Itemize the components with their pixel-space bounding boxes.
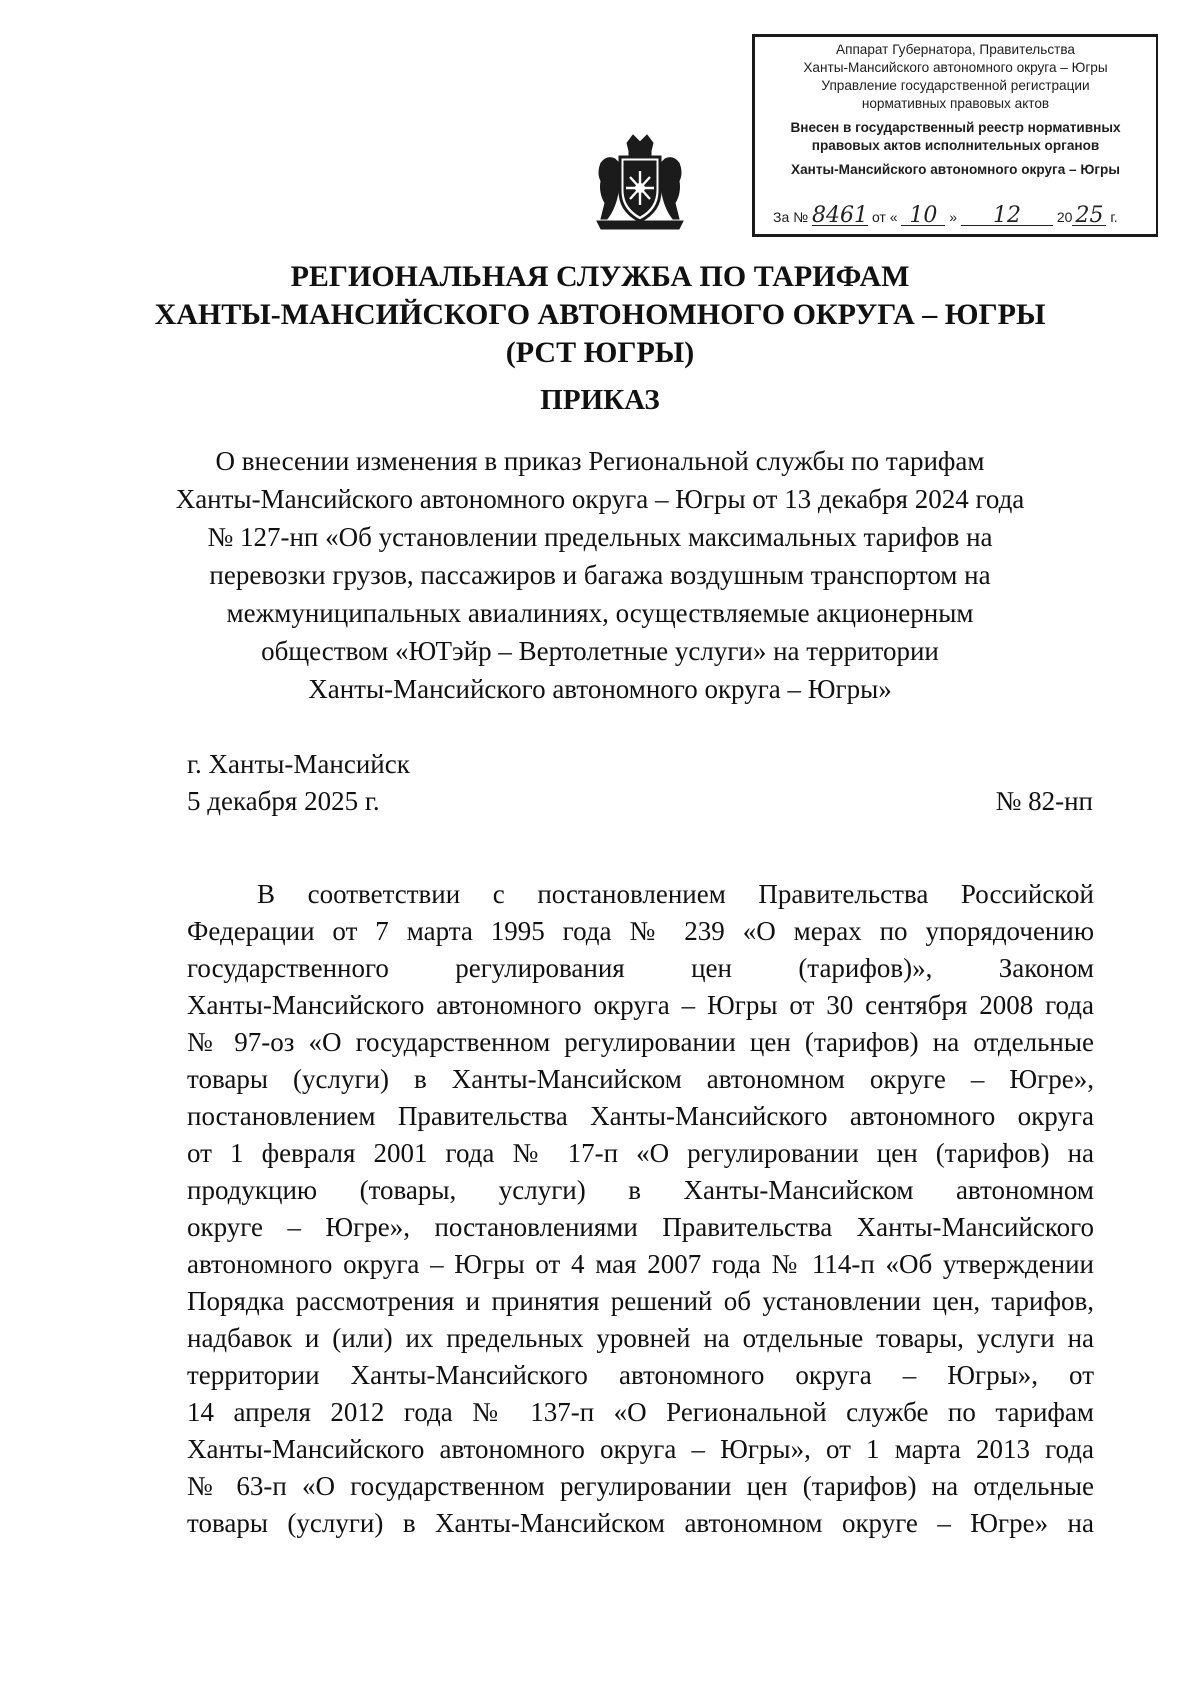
body-line: товары (услуги) в Ханты-Мансийском автономном округе – Югре» на [187, 1508, 1094, 1538]
body-line: В соответствии с постановлением Правительства Российской [257, 879, 1094, 909]
subject-line: межмуниципальных авиалиниях, осуществляемые акционерным [226, 598, 974, 628]
stamp-g-label: г. [1110, 209, 1118, 225]
stamp-day: 10 [901, 207, 945, 226]
body-line: № 63-п «О государственном регулировании цен (тарифов) на отдельные [187, 1471, 1094, 1501]
stamp-line-1: Аппарат Губернатора, Правительства [836, 42, 1075, 57]
stamp-za-label: За № [773, 209, 809, 225]
subject-line: № 127-нп «Об установлении предельных максимальных тарифов на [207, 522, 993, 552]
issue-date: 5 декабря 2025 г. [187, 786, 380, 816]
subject-line: обществом «ЮТэйр – Вертолетные услуги» на территории [261, 636, 939, 666]
stamp-line-4: нормативных правовых актов [861, 96, 1050, 111]
body-line: Порядка рассмотрения и принятия решений об установлении цен, тарифов, [187, 1286, 1094, 1316]
subject-line: перевозки грузов, пассажиров и багажа воздушным транспортом на [209, 560, 991, 590]
body-line: продукцию (товары, услуги) в Ханты-Мансийском автономном [187, 1175, 1094, 1205]
stamp-line-7: Ханты-Мансийского автономного округа – Югры [791, 162, 1120, 177]
body-line: от 1 февраля 2001 года № 17-п «О регулировании цен (тарифов) на [187, 1138, 1094, 1168]
place-of-issue: г. Ханты-Мансийск [187, 749, 410, 779]
order-subject [150, 442, 1050, 708]
stamp-line-5: Внесен в государственный реестр нормативных [790, 120, 1121, 135]
body-line: надбавок и (или) их предельных уровней на отдельные товары, услуги на [187, 1323, 1094, 1353]
body-line: постановлением Правительства Ханты-Мансийского автономного округа [187, 1101, 1094, 1131]
body-line: Ханты-Мансийского автономного округа – Югры от 30 сентября 2008 года [187, 990, 1094, 1020]
issuer-line-2: ХАНТЫ-МАНСИЙСКОГО АВТОНОМНОГО ОКРУГА – ЮГРЫ [154, 298, 1046, 331]
stamp-line-3: Управление государственной регистрации [821, 78, 1090, 93]
document-type-title: ПРИКАЗ [540, 384, 660, 416]
subject-line: Ханты-Мансийского автономного округа – Югры» [308, 674, 892, 704]
body-line: товары (услуги) в Ханты-Мансийском автономном округе – Югре», [187, 1064, 1094, 1094]
body-line: автономного округа – Югры от 4 мая 2007 года № 114-п «Об утверждении [187, 1249, 1094, 1279]
body-line: Ханты-Мансийского автономного округа – Югры», от 1 марта 2013 года [187, 1434, 1094, 1464]
stamp-year-suffix: 25 [1072, 207, 1106, 226]
stamp-year-prefix: 20 [1056, 209, 1073, 225]
stamp-month: 12 [961, 207, 1053, 226]
stamp-reg-number: 8461 [812, 203, 869, 228]
stamp-line-6: правовых актов исполнительных органов [811, 138, 1100, 153]
coat-of-arms-icon [593, 133, 687, 233]
stamp-ot-label: от « [871, 209, 898, 225]
body-line: государственного регулирования цен (тарифов)», Законом [187, 953, 1094, 983]
order-number: № 82-нп [995, 786, 1093, 816]
body-line: Федерации от 7 марта 1995 года № 239 «О мерах по упорядочению [187, 916, 1094, 946]
stamp-quote-close: » [949, 209, 958, 225]
subject-line: Ханты-Мансийского автономного округа – Югры от 13 декабря 2024 года [175, 484, 1025, 514]
subject-line: О внесении изменения в приказ Региональной службы по тарифам [215, 446, 985, 476]
order-body [187, 876, 1094, 1542]
body-line: округе – Югре», постановлениями Правительства Ханты-Мансийского [187, 1212, 1094, 1242]
registration-stamp [752, 34, 1158, 237]
body-line: 14 апреля 2012 года № 137-п «О Региональной службе по тарифам [187, 1397, 1094, 1427]
body-line: № 97-оз «О государственном регулировании цен (тарифов) на отдельные [187, 1027, 1094, 1057]
issuer-header [130, 258, 1070, 372]
stamp-registration-line [773, 203, 1153, 233]
issuer-line-3: (РСТ ЮГРЫ) [505, 336, 695, 369]
stamp-line-2: Ханты-Мансийского автономного округа – Югры [803, 60, 1108, 75]
body-line: территории Ханты-Мансийского автономного округа – Югры», от [187, 1360, 1094, 1390]
issuer-line-1: РЕГИОНАЛЬНАЯ СЛУЖБА ПО ТАРИФАМ [290, 260, 910, 293]
